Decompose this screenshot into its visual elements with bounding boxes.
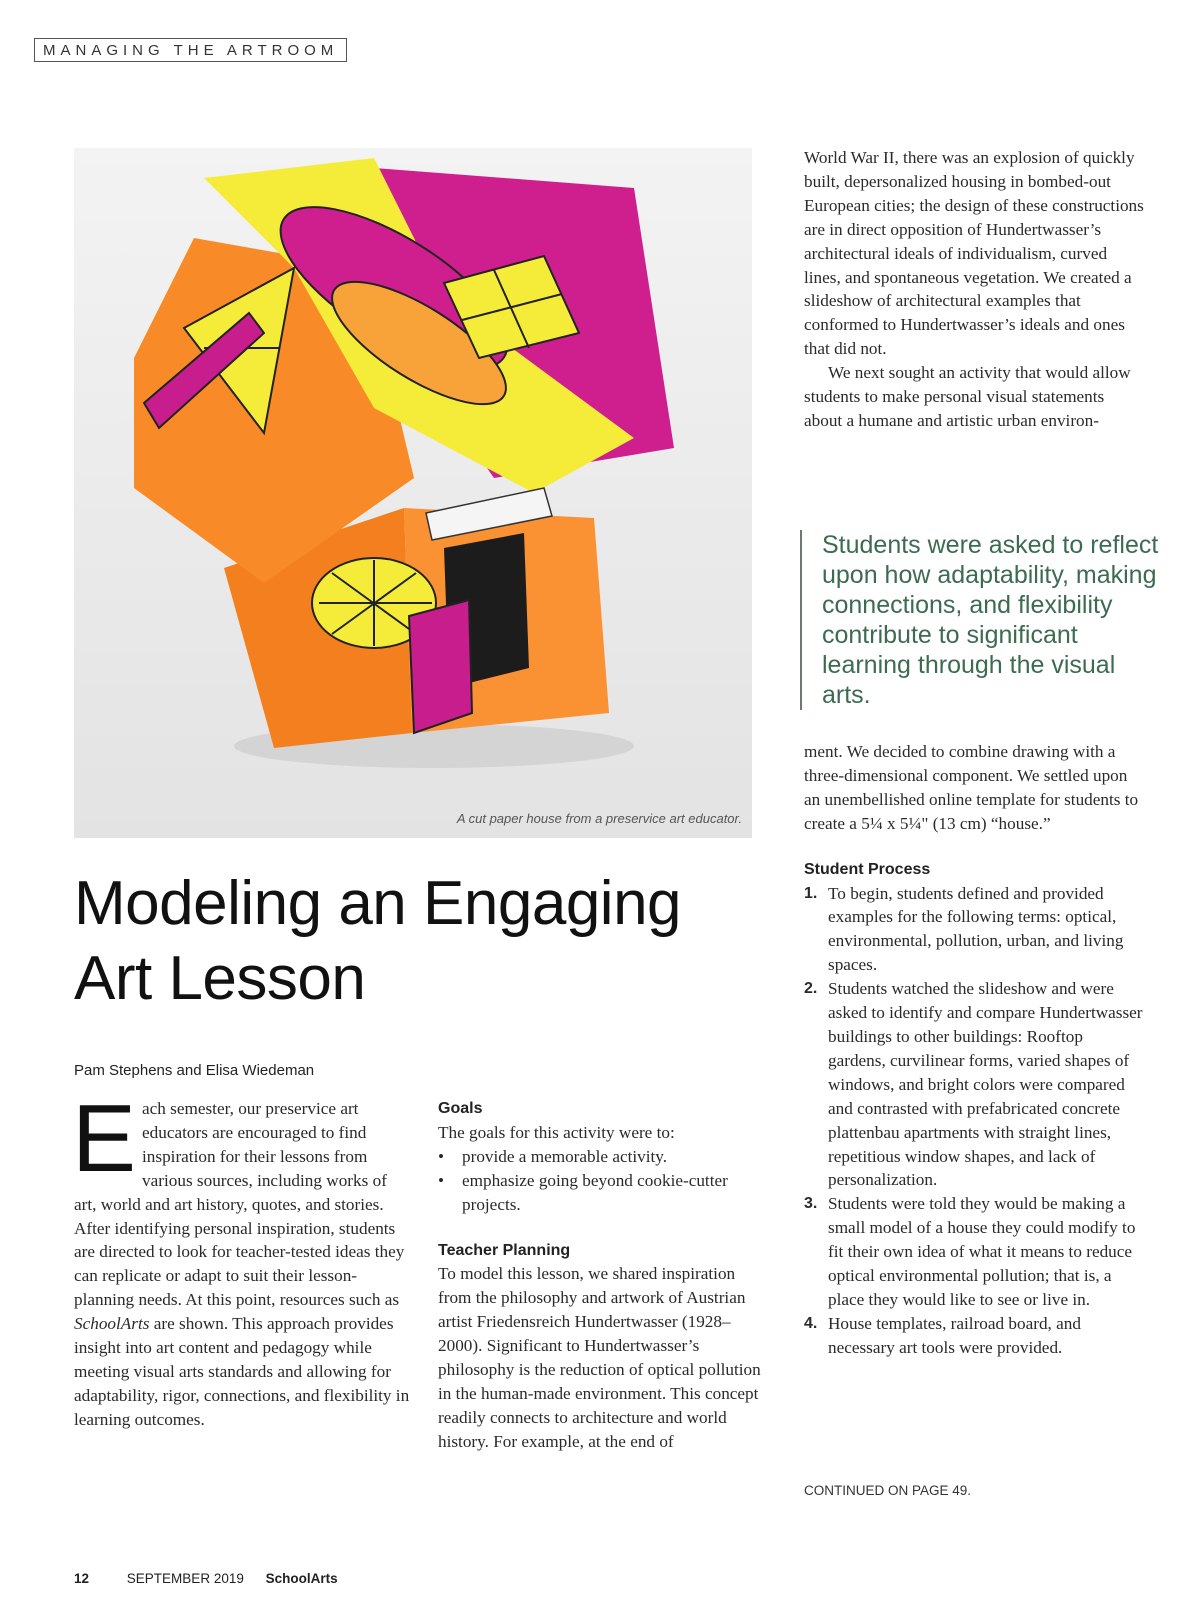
page-footer [74, 1571, 338, 1586]
intro-paragraph [72, 1085, 410, 1432]
goals-intro: The goals for this activity were to: [438, 1122, 675, 1142]
planning-heading: Teacher Planning [438, 1241, 571, 1259]
cut-paper-house-illustration [74, 148, 752, 838]
title-line-1: Modeling an Engaging [74, 869, 682, 938]
goal-text: emphasize going beyond cookie-cutter projects. [462, 1170, 728, 1214]
step-number: 2. [804, 980, 818, 998]
bullet-icon: • [438, 1146, 445, 1166]
step-text: Students were told they would be making a small model of a house they could modify to fit their own idea of what it means to reduce optical environmental pollution; that is, a place they would like to see or live in. [828, 1194, 1136, 1309]
page-number: 12 [74, 1571, 90, 1586]
template-paragraph: ment. We decided to combine drawing with a three-dimensional component. We settled upon an unembellished online template for students to create a 5¼ x 5¼" (13 cm) “house.” [804, 742, 1139, 833]
continued-note: CONTINUED ON PAGE 49. [804, 1483, 972, 1498]
column-3-top [804, 146, 1144, 433]
house-photo [74, 148, 752, 838]
list-item [804, 882, 1144, 978]
list-item [804, 977, 1144, 1192]
step-number: 1. [804, 884, 818, 902]
intro-text-after: are shown. This approach provides insight into art content and pedagogy while meeting visual arts standards and allowing for adaptability, rigor, connections, and flexibility in learning outcomes. [74, 1314, 410, 1429]
author-byline: Pam Stephens and Elisa Wiedeman [74, 1062, 315, 1079]
history-paragraph: World War II, there was an explosion of quickly built, depersonalized housing in bombed-out European cities; the design of these constructions are in direct opposition of Hundertwasser’s architectural ideals of individualism, curved lines, and spontaneous vegetation. We created a slideshow of architectural examples that conformed to Hundertwasser’s ideals and ones that did not. [804, 148, 1144, 359]
drop-cap: E [72, 1085, 137, 1192]
article-title [74, 866, 734, 1016]
step-text: Students watched the slideshow and were asked to identify and compare Hundertwasser buildings to other buildings: Rooftop gardens, curvilinear forms, varied shapes of windows, and bright colors were compared and contrasted with prefabricated concrete plattenbau apartments with straight lines, repetitious window shapes, and lack of personalization. [828, 979, 1143, 1190]
title-line-2: Art Lesson [74, 944, 366, 1013]
step-number: 3. [804, 1195, 818, 1213]
column-3-bottom [804, 740, 1144, 1360]
section-tag: MANAGING THE ARTROOM [34, 38, 347, 62]
magazine-name: SchoolArts [265, 1571, 338, 1586]
step-number: 4. [804, 1314, 818, 1332]
column-2 [438, 1097, 764, 1454]
column-1 [72, 1085, 410, 1432]
list-item [804, 1192, 1144, 1312]
issue-date: SEPTEMBER 2019 [126, 1571, 244, 1586]
process-heading: Student Process [804, 860, 931, 878]
intro-text-before: ach semester, our preservice art educators are encouraged to find inspiration for their lessons from various sources, including works of art, world and art history, quotes, and stories. After identifying personal inspiration, students are directed to look for teacher-tested ideas they can replicate or adapt to suit their lesson-planning needs. At this point, resources such as [74, 1099, 405, 1310]
process-steps [804, 882, 1144, 1360]
step-text: House templates, railroad board, and necessary art tools were provided. [828, 1313, 1081, 1357]
bullet-icon: • [438, 1170, 445, 1190]
magazine-name-italic: SchoolArts [74, 1314, 150, 1334]
step-text: To begin, students defined and provided examples for the following terms: optical, environmental, pollution, urban, and living spaces. [828, 883, 1124, 975]
list-item [438, 1169, 764, 1217]
planning-paragraph: To model this lesson, we shared inspiration from the philosophy and artwork of Austrian artist Friedensreich Hundertwasser (1928–2000). Significant to Hundertwasser’s philosophy is the reduction of optical pollution in the human-made environment. This concept readily connects to architecture and world history. For example, at the end of [438, 1264, 761, 1451]
photo-caption: A cut paper house from a preservice art educator. [456, 811, 742, 826]
list-item [438, 1145, 764, 1169]
goal-text: provide a memorable activity. [462, 1146, 668, 1166]
list-item [804, 1312, 1144, 1360]
goals-heading: Goals [438, 1100, 483, 1117]
goals-list [438, 1145, 764, 1217]
activity-paragraph: We next sought an activity that would allow students to make personal visual statements about a humane and artistic urban environ- [804, 363, 1131, 430]
pull-quote: Students were asked to reflect upon how adaptability, making connections, and flexibility contribute to significant learning through the visual arts. [800, 530, 1170, 710]
